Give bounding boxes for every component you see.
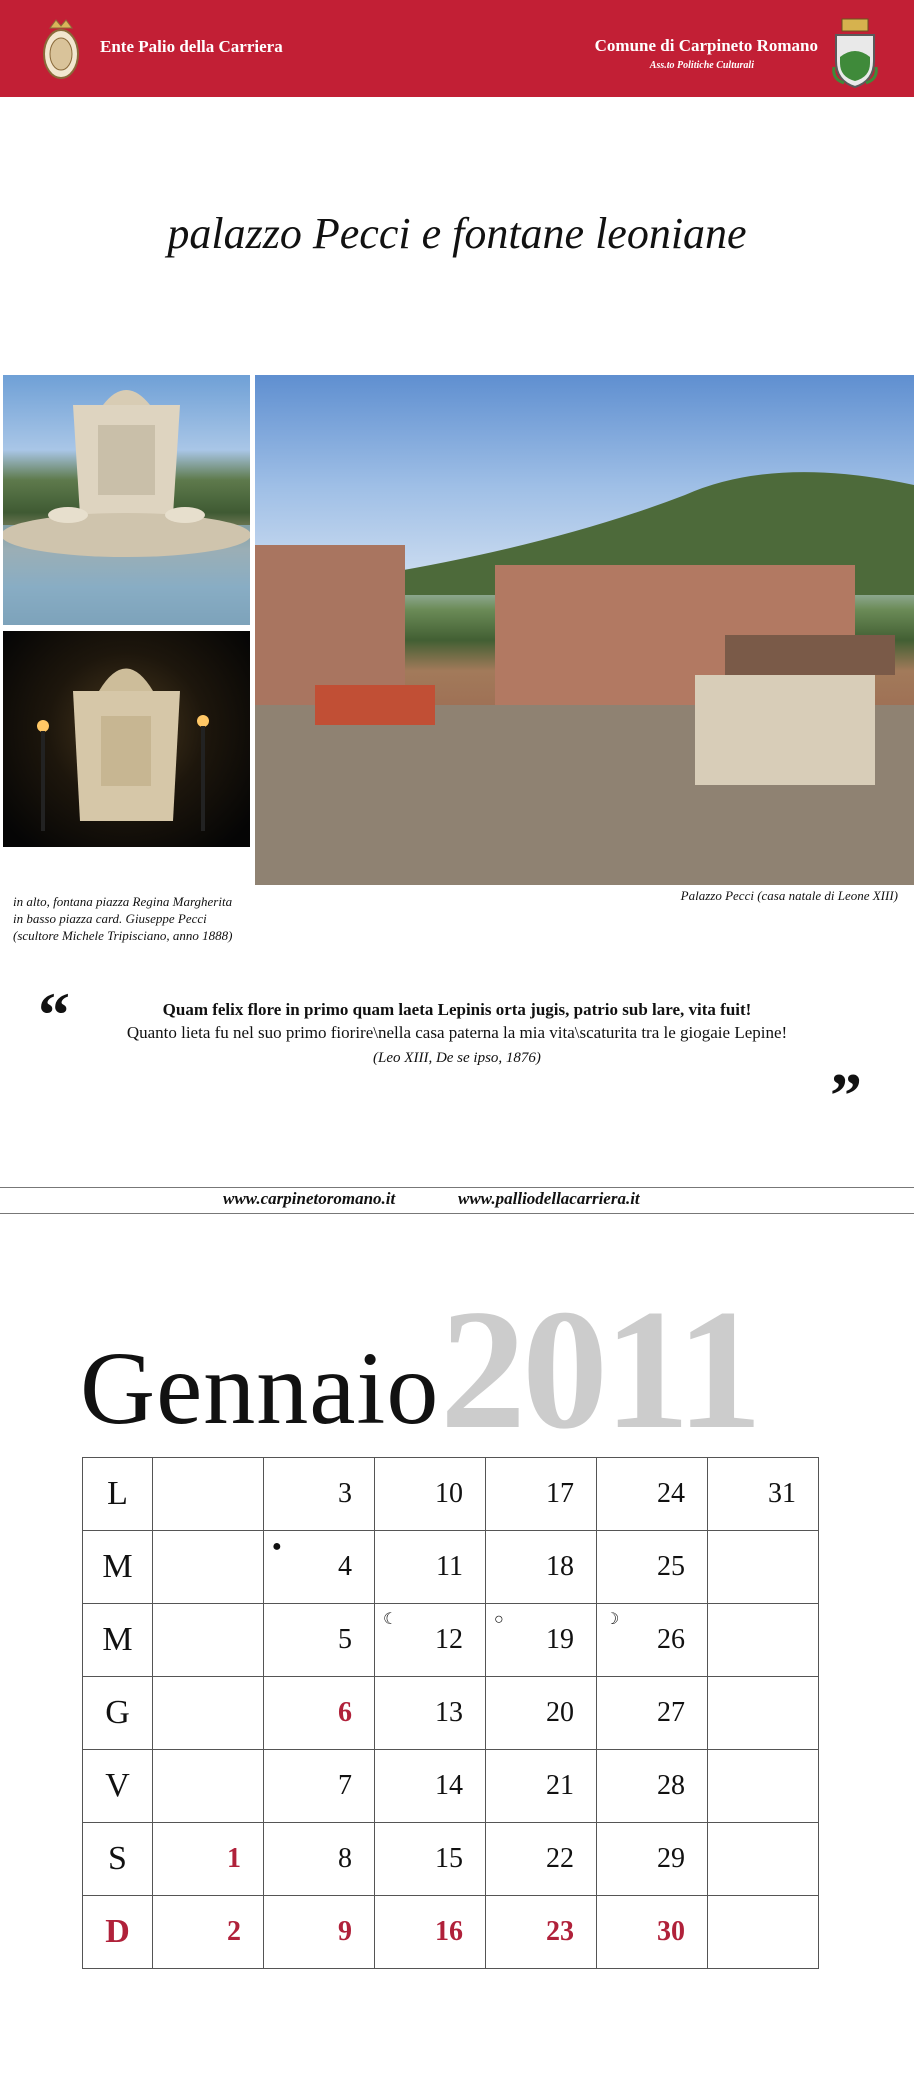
calendar-week-row (83, 1531, 819, 1604)
day-number (241, 1697, 263, 1728)
calendar-day-cell[interactable] (375, 1823, 486, 1896)
calendar-day-cell[interactable] (375, 1750, 486, 1823)
day-number: 11 (436, 1551, 463, 1582)
calendar-day-cell[interactable] (264, 1896, 375, 1969)
website-link-palio[interactable]: www.palliodellacarriera.it (458, 1189, 640, 1208)
calendar-day-cell[interactable] (597, 1677, 708, 1750)
quote-source: (Leo XIII, De se ipso, 1876) (373, 1050, 541, 1066)
calendar-day-cell[interactable] (264, 1823, 375, 1896)
calendar-day-cell (708, 1531, 819, 1604)
calendar-day-cell[interactable] (486, 1458, 597, 1531)
calendar-day-cell[interactable] (597, 1896, 708, 1969)
calendar-day-cell[interactable] (486, 1750, 597, 1823)
caption-line: in alto, fontana piazza Regina Margherita (13, 894, 233, 909)
calendar-month: Gennaio (80, 1331, 440, 1446)
day-number: 23 (546, 1916, 574, 1947)
day-number: 15 (435, 1843, 463, 1874)
last-quarter-icon: ☽ (605, 1611, 620, 1628)
calendar-day-cell[interactable] (375, 1896, 486, 1969)
divider-bottom (0, 1213, 914, 1214)
day-number: 18 (546, 1551, 574, 1582)
calendar-day-cell[interactable] (264, 1531, 375, 1604)
calendar-grid (82, 1457, 819, 1969)
day-number: 30 (657, 1916, 685, 1947)
ente-palio-crest-icon (40, 14, 82, 84)
day-number (241, 1551, 263, 1582)
comune-subtitle: Ass.to Politiche Culturali (649, 60, 754, 71)
weekday-label: M (83, 1531, 153, 1604)
close-quote-mark: ” (830, 1060, 862, 1131)
calendar-day-cell[interactable] (486, 1823, 597, 1896)
calendar-day-cell[interactable] (375, 1604, 486, 1677)
day-number: 29 (657, 1843, 685, 1874)
weekday-label: S (83, 1823, 153, 1896)
day-number (796, 1843, 818, 1874)
caption-line: (scultore Michele Tripisciano, anno 1888) (13, 928, 233, 943)
page-title: palazzo Pecci e fontane leoniane (167, 209, 747, 258)
calendar-day-cell[interactable] (486, 1604, 597, 1677)
calendar-day-cell[interactable] (264, 1604, 375, 1677)
day-number: 25 (657, 1551, 685, 1582)
day-number: 14 (435, 1770, 463, 1801)
day-number (796, 1551, 818, 1582)
caption-fountains (13, 893, 232, 944)
calendar-day-cell (708, 1896, 819, 1969)
day-number: 1 (227, 1843, 241, 1874)
calendar-day-cell[interactable] (486, 1896, 597, 1969)
calendar-day-cell (153, 1531, 264, 1604)
day-number (796, 1697, 818, 1728)
quote-italian: Quanto lieta fu nel suo primo fiorire\nella casa paterna la mia vita\scaturita tra le giogaie Lepine! (126, 1023, 788, 1042)
calendar-day-cell (153, 1750, 264, 1823)
calendar-day-cell[interactable] (486, 1677, 597, 1750)
day-number (796, 1770, 818, 1801)
day-number: 2 (227, 1916, 241, 1947)
palazzo-pecci-photo (255, 375, 914, 885)
calendar-day-cell[interactable] (708, 1458, 819, 1531)
calendar-day-cell[interactable] (597, 1823, 708, 1896)
weekday-label: V (83, 1750, 153, 1823)
calendar-day-cell[interactable] (264, 1750, 375, 1823)
comune-title: Comune di Carpineto Romano (594, 36, 818, 55)
first-quarter-icon: ☾ (383, 1611, 398, 1628)
calendar-day-cell (708, 1677, 819, 1750)
calendar-week-row (83, 1750, 819, 1823)
day-number: 7 (338, 1770, 352, 1801)
calendar-day-cell[interactable] (597, 1604, 708, 1677)
calendar-day-cell[interactable] (264, 1458, 375, 1531)
ente-palio-title: Ente Palio della Carriera (100, 37, 283, 56)
calendar-day-cell[interactable] (153, 1823, 264, 1896)
calendar-day-cell[interactable] (597, 1458, 708, 1531)
calendar-day-cell (708, 1604, 819, 1677)
day-number: 26 (657, 1624, 685, 1655)
day-number: 8 (338, 1843, 352, 1874)
day-number: 22 (546, 1843, 574, 1874)
calendar-day-cell[interactable] (375, 1458, 486, 1531)
calendar-day-cell (708, 1750, 819, 1823)
day-number: 19 (546, 1624, 574, 1655)
weekday-label: D (83, 1896, 153, 1969)
day-number: 20 (546, 1697, 574, 1728)
full-moon-icon: ○ (494, 1611, 504, 1628)
calendar-day-cell[interactable] (486, 1531, 597, 1604)
day-number: 28 (657, 1770, 685, 1801)
day-number: 21 (546, 1770, 574, 1801)
calendar-day-cell (153, 1604, 264, 1677)
calendar-week-row (83, 1458, 819, 1531)
calendar-day-cell (153, 1677, 264, 1750)
day-number (796, 1916, 818, 1947)
fountain-photo-top (3, 375, 250, 625)
new-moon-icon: ● (272, 1538, 282, 1555)
quote-latin: Quam felix flore in primo quam laeta Lepinis orta jugis, patrio sub lare, vita fuit! (162, 1000, 752, 1019)
caption-palazzo: Palazzo Pecci (casa natale di Leone XIII) (680, 888, 898, 903)
calendar-day-cell (708, 1823, 819, 1896)
calendar-day-cell[interactable] (264, 1677, 375, 1750)
day-number: 17 (546, 1478, 574, 1509)
calendar-year: 2011 (440, 1275, 759, 1465)
caption-line: in basso piazza card. Giuseppe Pecci (13, 911, 207, 926)
comune-crest-icon (830, 17, 880, 89)
calendar-week-row (83, 1677, 819, 1750)
calendar-day-cell[interactable] (375, 1677, 486, 1750)
day-number (241, 1770, 263, 1801)
calendar-day-cell[interactable] (597, 1750, 708, 1823)
calendar-week-row (83, 1823, 819, 1896)
day-number (796, 1624, 818, 1655)
open-quote-mark: “ (38, 979, 70, 1050)
day-number: 3 (338, 1478, 352, 1509)
calendar-day-cell[interactable] (597, 1531, 708, 1604)
day-number: 6 (338, 1697, 352, 1728)
day-number: 9 (338, 1916, 352, 1947)
day-number: 10 (435, 1478, 463, 1509)
fountain-photo-bottom (3, 631, 250, 847)
day-number: 27 (657, 1697, 685, 1728)
website-link-carpineto[interactable]: www.carpinetoromano.it (223, 1189, 396, 1208)
weekday-label: G (83, 1677, 153, 1750)
day-number: 5 (338, 1624, 352, 1655)
calendar-week-row (83, 1604, 819, 1677)
calendar-day-cell[interactable] (153, 1896, 264, 1969)
calendar-day-cell[interactable] (375, 1531, 486, 1604)
day-number: 16 (435, 1916, 463, 1947)
day-number: 24 (657, 1478, 685, 1509)
weekday-label: L (83, 1458, 153, 1531)
day-number: 12 (435, 1624, 463, 1655)
day-number (241, 1478, 263, 1509)
weekday-label: M (83, 1604, 153, 1677)
divider-top (0, 1187, 914, 1188)
day-number (241, 1624, 263, 1655)
calendar-day-cell (153, 1458, 264, 1531)
calendar-week-row (83, 1896, 819, 1969)
day-number: 31 (768, 1478, 796, 1509)
day-number: 4 (338, 1551, 352, 1582)
day-number: 13 (435, 1697, 463, 1728)
